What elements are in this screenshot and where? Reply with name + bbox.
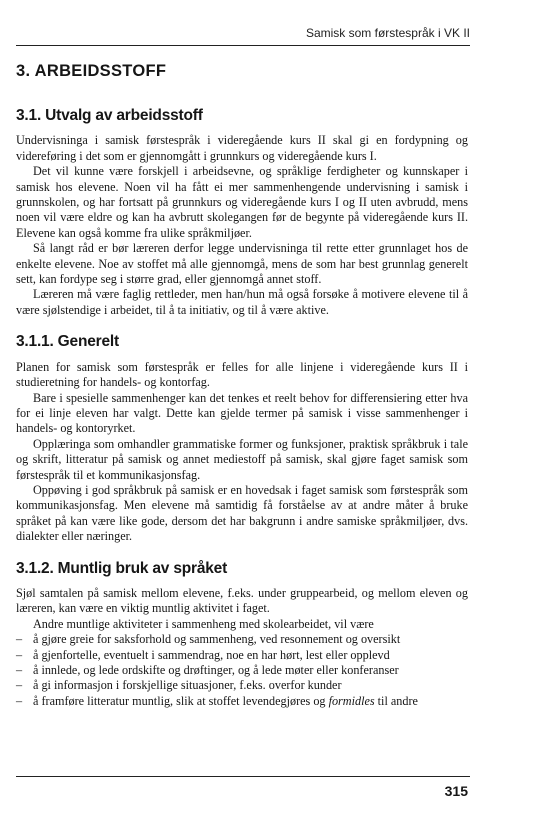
list-item-text: å gjøre greie for saksforhold og sammenheng, ved resonnement og oversikt [33, 632, 401, 647]
running-head: Samisk som førstespråk i VK II [305, 26, 470, 40]
list-item-text: å innlede, og lede ordskifte og drøftinger, og å lede møter eller konferanser [33, 663, 399, 677]
list-item-text: å framføre litteratur muntlig, slik at stoffet levendegjøres og [33, 693, 329, 708]
list-item-text: å gi informasjon i forskjellige situasjoner, f.eks. overfor kunder [33, 678, 342, 693]
header-rule [16, 45, 470, 46]
paragraph: Andre muntlige aktiviteter i sammenheng med skolearbeidet, vil være [33, 616, 374, 631]
list-item [16, 678, 468, 693]
paragraph: Bare i spesielle sammenhenger kan det tenkes et reelt behov for differensiering etter hva for ei linje eleven har valgt. Dette kan gjelde termer på samisk i visse sammenhenger i handels- og kontoryrket. [16, 390, 468, 436]
chapter-title: 3. ARBEIDSSTOFF [16, 62, 167, 80]
list-item [16, 648, 468, 663]
dash-bullet: – [16, 647, 23, 662]
dash-bullet: – [16, 663, 23, 677]
list-item [16, 694, 468, 709]
list-item-text: til andre [374, 693, 418, 708]
page-number: 315 [444, 783, 468, 799]
paragraph: Så langt råd er bør læreren derfor legge undervisninga til rette etter grunnlaget hos de enkelte elevene. Noe av stoffet må alle gjennomgå, mens de som har best grunnlag generelt sett, kan fordype seg i større grad, eller gjennomgå annet stoff. [16, 241, 468, 287]
list-item-text: å gjenfortelle, eventuelt i sammendrag, noe en har hørt, lest eller opplevd [33, 647, 390, 662]
dash-bullet: – [16, 693, 23, 708]
paragraph: Undervisninga i samisk førstespråk i videregående kurs II skal gi en fordypning og videreføring i det som er gjennomgått i grunnkurs og videregående kurs I. [16, 133, 468, 163]
italic-term: formidles [328, 693, 375, 708]
list-item [16, 663, 468, 678]
footer-rule [16, 776, 470, 777]
dash-list [16, 632, 468, 709]
section-heading-3-1-2: 3.1.2. Muntlig bruk av språket [16, 559, 228, 577]
section-heading-3-1-1: 3.1.1. Generelt [16, 333, 119, 351]
paragraph: Planen for samisk som førstespråk er felles for alle linjene i videregående kurs II i studieretning for handels- og kontorfag. [16, 359, 468, 390]
paragraph: Opplæringa som omhandler grammatiske former og funksjoner, praktisk språkbruk i tale og skrift, litteratur på samisk og annet mediestoff på samisk, skal gjøre faget samisk som førstespråk til et kommunikasjonsfag. [16, 436, 468, 482]
body-text [16, 108, 468, 709]
section-heading-3-1: 3.1. Utvalg av arbeidsstoff [16, 107, 203, 124]
paragraph: Oppøving i god språkbruk på samisk er en hovedsak i faget samisk som førstespråk som kommunikasjonsfag. Men elevene må samtidig få forståelse av at andre måter å bruke språket på kan være like gode, dersom det har bakgrunn i andre samiske språkmiljøer, dvs. dialekter eller næringer. [16, 482, 468, 544]
dash-bullet: – [16, 632, 23, 647]
paragraph: Det vil kunne være forskjell i arbeidsevne, og språklige ferdigheter og kunnskaper i samisk hos elevene. Noen vil ha fått ei mer sammenhengende undervisning i samisk i grunnskolen, og har fortsatt på grunnkurs og videregående kurs I og II uten avbrudd, mens noen vil være eldre og kan ha avbrutt skolegangen før de begynte på videregående kurs II. Elevene kan også komme fra ulike språkmiljøer. [16, 164, 468, 240]
dash-bullet: – [16, 678, 23, 693]
paragraph: Sjøl samtalen på samisk mellom elevene, f.eks. under gruppearbeid, og mellom eleven og læreren, kan være en viktig muntlig aktivitet i faget. [16, 585, 468, 616]
paragraph: Læreren må være faglig rettleder, men han/hun må også forsøke å motivere elevene til å være sjølstendige i arbeidet, til å ta initiativ, og til å være aktive. [16, 287, 468, 317]
list-item [16, 632, 468, 647]
